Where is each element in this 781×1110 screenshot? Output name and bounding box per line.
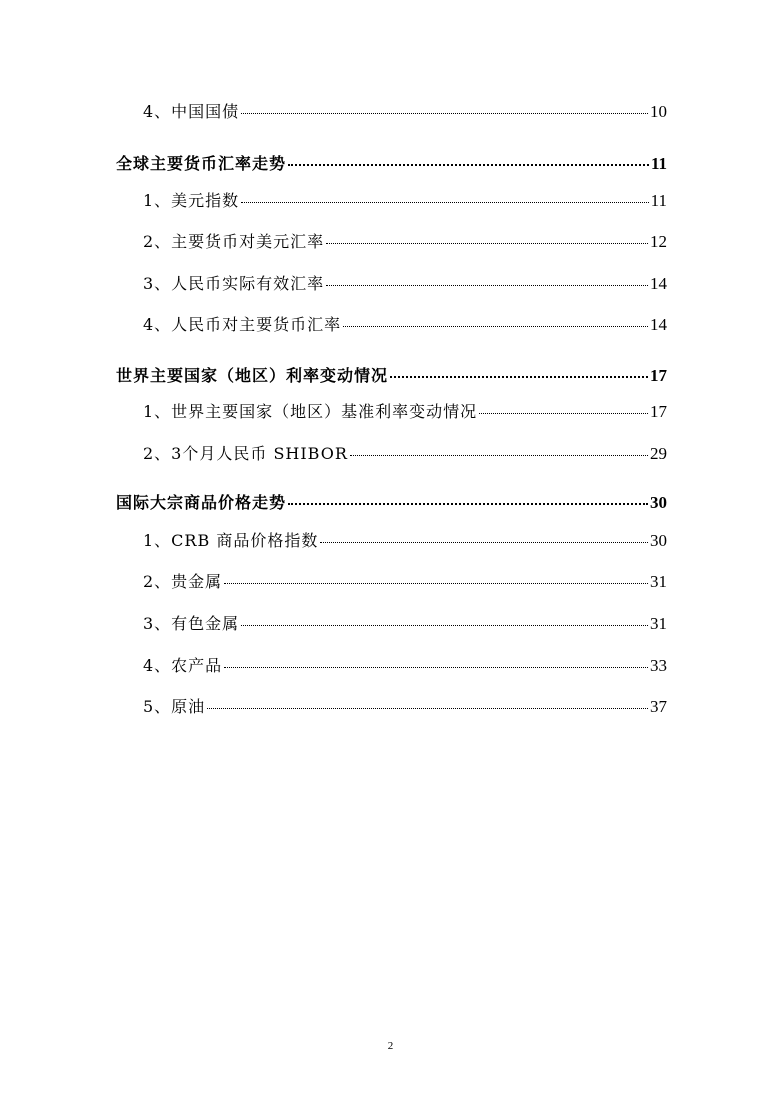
toc-leader-dots: [326, 243, 648, 244]
toc-entry-page: 29: [650, 444, 667, 463]
toc-entry-china-treasury[interactable]: [143, 103, 667, 120]
toc-leader-dots: [390, 376, 648, 378]
toc-leader-dots: [288, 503, 648, 505]
toc-entry-label: 4、农产品: [143, 656, 223, 675]
toc-entry-label: 2、主要货币对美元汇率: [143, 232, 325, 251]
toc-entry-label: 3、有色金属: [143, 614, 240, 633]
toc-entry-label: 1、美元指数: [143, 191, 240, 210]
page-number: 2: [387, 1040, 394, 1052]
toc-entry-page: 37: [650, 697, 667, 716]
toc-leader-dots: [207, 708, 648, 709]
toc-entry-rmb-reer[interactable]: [143, 275, 667, 292]
toc-leader-dots: [224, 667, 648, 668]
toc-leader-dots: [343, 326, 648, 327]
toc-entry-precious-metals[interactable]: [143, 573, 667, 590]
toc-entry-agricultural-products[interactable]: [143, 657, 667, 674]
toc-section-fx-trends[interactable]: [116, 155, 667, 172]
toc-entry-page: 31: [650, 614, 667, 633]
toc-leader-dots: [288, 164, 649, 166]
toc-entry-page: 30: [650, 531, 667, 550]
toc-entry-crb-index[interactable]: [143, 532, 667, 549]
toc-section-label: 全球主要货币汇率走势: [116, 154, 287, 173]
toc-section-interest-rates[interactable]: [116, 367, 667, 384]
toc-entry-page: 14: [650, 274, 667, 293]
toc-entry-label: 2、3个月人民币 SHIBOR: [143, 444, 348, 463]
toc-section-commodities[interactable]: [116, 494, 667, 511]
toc-leader-dots: [241, 202, 648, 203]
toc-leader-dots: [241, 625, 648, 626]
toc-leader-dots: [320, 542, 648, 543]
toc-entry-page: 14: [650, 315, 667, 334]
toc-entry-label: 4、人民币对主要货币汇率: [143, 315, 342, 334]
toc-entry-page: 33: [650, 656, 667, 675]
toc-section-page: 30: [650, 493, 667, 512]
toc-entry-benchmark-rates[interactable]: [143, 403, 667, 420]
toc-entry-page: 31: [650, 572, 667, 591]
toc-entry-major-currencies-vs-usd[interactable]: [143, 233, 667, 250]
toc-entry-label: 1、CRB 商品价格指数: [143, 531, 319, 550]
toc-section-page: 11: [650, 154, 667, 173]
toc-entry-page: 11: [650, 191, 667, 210]
toc-leader-dots: [224, 583, 648, 584]
toc-entry-page: 12: [650, 232, 667, 251]
toc-entry-label: 3、人民币实际有效汇率: [143, 274, 325, 293]
toc-entry-nonferrous-metals[interactable]: [143, 615, 667, 632]
toc-leader-dots: [350, 455, 648, 456]
toc-entry-label: 5、原油: [143, 697, 206, 716]
toc-entry-label: 1、世界主要国家（地区）基准利率变动情况: [143, 402, 478, 421]
toc-leader-dots: [479, 413, 648, 414]
toc-section-page: 17: [650, 366, 667, 385]
toc-leader-dots: [241, 113, 648, 114]
toc-entry-shibor[interactable]: [143, 445, 667, 462]
toc-entry-label: 2、贵金属: [143, 572, 223, 591]
toc-entry-crude-oil[interactable]: [143, 698, 667, 715]
toc-entry-page: 10: [650, 102, 667, 121]
toc-entry-rmb-vs-major-currencies[interactable]: [143, 316, 667, 333]
toc-section-label: 国际大宗商品价格走势: [116, 493, 287, 512]
toc-entry-dollar-index[interactable]: [143, 192, 667, 209]
toc-entry-page: 17: [650, 402, 667, 421]
toc-entry-label: 4、中国国债: [143, 102, 240, 121]
toc-leader-dots: [326, 285, 648, 286]
toc-section-label: 世界主要国家（地区）利率变动情况: [116, 366, 389, 385]
